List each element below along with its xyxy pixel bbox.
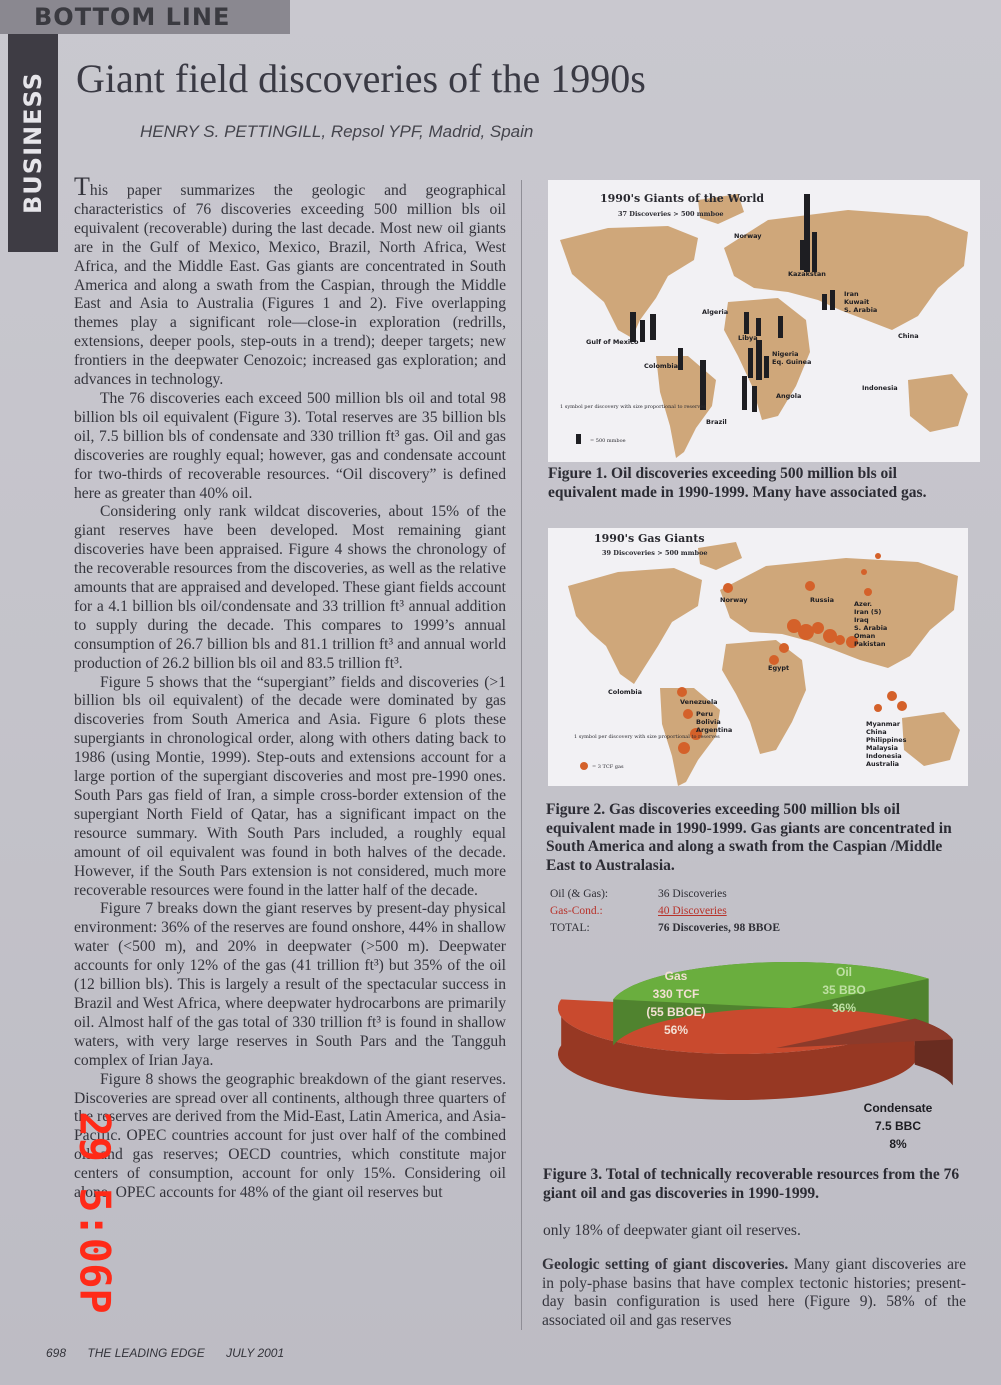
- country-label: Peru: [696, 710, 714, 718]
- pie-label-oil: 36%: [831, 1001, 857, 1015]
- pie-label-gas: (55 BBOE): [646, 1005, 706, 1019]
- gas-marker: [812, 622, 824, 634]
- figure1-map-title: 1990's Giants of the World: [600, 192, 765, 205]
- pie-label-gas: 56%: [663, 1023, 689, 1037]
- country-label: S. Arabia: [854, 624, 888, 632]
- country-label: Angola: [776, 392, 802, 400]
- gas-marker: [897, 701, 907, 711]
- country-label: Egypt: [768, 664, 790, 672]
- country-label: Pakistan: [854, 640, 886, 648]
- page-footer: [46, 1346, 284, 1360]
- country-label: Indonesia: [866, 752, 902, 760]
- gas-marker: [861, 569, 867, 575]
- figure3-legend: [550, 888, 780, 939]
- country-label: Australia: [866, 760, 900, 768]
- gas-marker: [835, 635, 845, 645]
- country-label: China: [866, 728, 887, 736]
- figure2-legend-scale: = 3 TCF gas: [592, 764, 624, 770]
- oil-bar: [742, 376, 747, 410]
- legend-row-oil: [550, 888, 780, 905]
- country-label: Colombia: [644, 362, 678, 370]
- country-label: Colombia: [608, 688, 642, 696]
- country-label: Brazil: [706, 418, 727, 426]
- gas-marker: [805, 581, 815, 591]
- figure2-map: [548, 528, 968, 786]
- gas-marker: [874, 704, 882, 712]
- gas-marker: [677, 687, 687, 697]
- country-label: S. Arabia: [844, 306, 878, 314]
- country-label: Philippines: [866, 736, 907, 744]
- oil-bar: [812, 232, 817, 272]
- country-label: Gulf of Mexico: [586, 338, 639, 346]
- byline: HENRY S. PETTINGILL, Repsol YPF, Madrid, Spain: [140, 122, 534, 141]
- body-text-column: [74, 172, 506, 1203]
- legend-row-gas: [550, 905, 780, 922]
- figure3-caption: Figure 3. Total of technically recoverable resources from the 76 giant oil and gas discoveries in 1990-1999.: [543, 1166, 960, 1202]
- oil-bar: [756, 340, 762, 380]
- oil-bar: [640, 320, 645, 342]
- country-label: Libya: [738, 334, 758, 342]
- pie-label-condensate: Condensate: [863, 1101, 933, 1115]
- oil-bar: [764, 356, 769, 378]
- body-paragraph: Figure 5 shows that the “supergiant” fields and discoveries (>1 billion bls oil equivalent) of the decade were dominated by gas discoveries from South America and Asia. Figure 6 plots these supergiants in chronological order, along with others dating back to 1986 (using Montie, 1999). Step-outs and extensions account for a large portion of the supergiant discoveries and most pre-1990 ones. South Pars gas field of Iran, a simple cross-border extension of the supergiant North Field of Qatar, has a significant impact on the resource summary. With South Pars included, a roughly equal amount of oil equivalent was found in both halves of the decade. However, if the South Pars extension is not considered, much more recoverable resources were found in the latter half of the decade.: [74, 673, 506, 899]
- country-label: Nigeria: [772, 350, 799, 358]
- legend-total-label: TOTAL:: [550, 922, 590, 934]
- oil-bar: [752, 386, 757, 412]
- legend-row-total: [550, 922, 780, 939]
- gas-marker: [887, 691, 897, 701]
- figure2-map-subtitle: 39 Discoveries > 500 mmboe: [602, 549, 708, 557]
- gas-marker: [823, 629, 837, 643]
- country-label: Eq. Guinea: [772, 358, 812, 366]
- oil-bar: [804, 194, 810, 272]
- country-label: Argentina: [696, 726, 733, 734]
- pie-label-condensate: 8%: [889, 1137, 907, 1151]
- body-paragraph: [74, 172, 506, 390]
- country-label: Russia: [810, 596, 834, 604]
- oil-bar: [822, 294, 827, 310]
- country-label: Oman: [854, 632, 876, 640]
- figure1-map: [548, 180, 980, 462]
- gas-marker: [875, 553, 881, 559]
- country-label: Bolivia: [696, 718, 721, 726]
- country-label: China: [898, 332, 919, 340]
- figure2-map-title: 1990's Gas Giants: [594, 532, 705, 545]
- figure1-legend-note: 1 symbol per discovery with size proportional to reserves: [560, 404, 706, 410]
- country-label: Indonesia: [862, 384, 898, 392]
- legend-oil-value: 36 Discoveries: [658, 888, 727, 900]
- oil-bar: [650, 314, 656, 340]
- right-column-text-1: only 18% of deepwater giant oil reserves.: [543, 1222, 801, 1239]
- gas-marker: [723, 583, 733, 593]
- country-label: Kazakstan: [788, 270, 826, 278]
- country-label: Iran: [844, 290, 859, 298]
- pie-label-oil: 35 BBO: [822, 983, 866, 997]
- country-label: Azer.: [854, 600, 872, 608]
- subhead: Geologic setting of giant discoveries.: [542, 1256, 789, 1273]
- country-label: Iraq: [854, 616, 869, 624]
- gas-marker: [779, 643, 789, 653]
- timestamp-overlay: 29 5:06P: [70, 1111, 120, 1314]
- journal-name: THE LEADING EDGE: [87, 1346, 205, 1360]
- issue-date: JULY 2001: [226, 1346, 285, 1360]
- gas-marker: [678, 742, 690, 754]
- body-paragraph: Considering only rank wildcat discoveries, about 15% of the giant reserves have been developed. Most remaining giant discoveries have been appraised. Figure 4 shows the chronology of the recoverable resources from the discoveries, as well as the relative amounts that are appraised and developed. These giant fields account for a 4.1 billion bls oil/condensate and 33 trillion ft³ annual addition to supply during the decade. This compares to 1999’s annual consumption of 26.7 billion bls and 81.1 trillion ft³ and annual world production of 26.2 billion bls oil and 83.5 trillion ft³.: [74, 503, 506, 672]
- subhead-body: Many giant discoveries are in poly-phase basins that have complex tectonic histories; present-day basin configuration is used here (Figure 9). 58% of the associated oil and gas reserves: [542, 1256, 966, 1329]
- figure1-caption: Figure 1. Oil discoveries exceeding 500 million bls oil equivalent made in 1990-1999. Many have associated gas.: [548, 465, 927, 501]
- pie-label-condensate: 7.5 BBC: [874, 1119, 922, 1133]
- oil-bar: [744, 312, 749, 334]
- body-paragraph: The 76 discoveries each exceed 500 million bls oil and total 98 billion bls oil equivalent (Figure 3). Total reserves are 35 billion bls oil, 7.5 billion bls of condensate and 330 trillion ft³ gas. Oil and gas discoveries are roughly equal; however, gas and condensate account for two-thirds of recoverable resources. “Oil discovery” is defined here as greater than 40% oil.: [74, 389, 506, 502]
- figure1-map-subtitle: 37 Discoveries > 500 mmboe: [618, 210, 724, 218]
- body-paragraph: Figure 8 shows the geographic breakdown of the giant reserves. Discoveries are spread over all continents, although three quarters of the reserves are derived from the Mid-East, Latin America, and Asia-Pacific. OPEC countries account for just over half of the combined oil and gas reserves; OECD countries, which constitute major centers of consumption, account for only 15%. Considering oil alone, OPEC accounts for 48% of the giant oil reserves but: [74, 1070, 506, 1202]
- country-label: Malaysia: [866, 744, 898, 752]
- legend-oil-label: Oil (& Gas):: [550, 888, 609, 900]
- country-label: Norway: [734, 232, 762, 240]
- country-label: Algeria: [702, 308, 729, 316]
- legend-gas-value: 40 Discoveries: [658, 905, 727, 917]
- article-title: Giant field discoveries of the 1990s: [76, 56, 646, 101]
- figure2-caption: Figure 2. Gas discoveries exceeding 500 million bls oil equivalent made in 1990-1999. Gas giants are concentrated in South America and along a swath from the Caspian /Middle East to Australasia.: [546, 801, 952, 874]
- gas-marker: [864, 588, 872, 596]
- oil-bar: [700, 360, 706, 410]
- oil-bar: [778, 316, 783, 338]
- country-label: Norway: [720, 596, 748, 604]
- figure2-legend-note: 1 symbol per discovery with size proportional to reserves: [574, 734, 720, 740]
- side-tab-label: BUSINESS: [19, 72, 47, 214]
- legend-total-value: 76 Discoveries, 98 BBOE: [658, 922, 781, 934]
- oil-bar: [748, 348, 753, 378]
- pie-label-gas: Gas: [664, 969, 688, 983]
- side-tab: [8, 34, 58, 252]
- body-paragraph: Figure 7 breaks down the giant reserves by present-day physical environment: 36% of the reserves are found onshore, 44% in shallow water (<500 m), and 20% in deepwater (>500 m). Deepwater accounts for only 12% of the gas (41 trillion ft³) but 35% of the oil (12 billion bls). This is largely a result of the spectacular success in Brazil and West Africa, where deepwater hydrocarbons are primarily oil. Almost half of the gas total of 330 trillion ft³ is found in shallow waters, with very large reserves in South Pars and the Tangguh complex of Irian Jaya.: [74, 900, 506, 1069]
- pie-slice-gas: [558, 999, 918, 1100]
- legend-gas-label: Gas-Cond.:: [550, 905, 603, 917]
- oil-bar: [678, 348, 683, 370]
- country-label: Kuwait: [844, 298, 870, 306]
- pie-label-gas: 330 TCF: [652, 987, 700, 1001]
- figure1-legend-scale: = 500 mmboe: [590, 438, 626, 444]
- country-label: Myanmar: [866, 720, 901, 728]
- page-number: 698: [46, 1346, 67, 1360]
- legend-bar: [576, 434, 581, 444]
- oil-bar: [830, 290, 835, 310]
- section-header: BOTTOM LINE: [0, 0, 290, 34]
- right-column-text-2: [542, 1256, 966, 1330]
- country-label: Venezuela: [680, 698, 718, 706]
- country-label: Iran (5): [854, 608, 882, 616]
- column-divider: [521, 180, 522, 1330]
- dropcap: T: [74, 172, 90, 201]
- gas-marker: [683, 709, 693, 719]
- pie-label-oil: Oil: [835, 965, 853, 979]
- oil-bar: [800, 240, 804, 270]
- legend-marker: [580, 762, 588, 770]
- gas-marker: [798, 624, 814, 640]
- body-paragraph-text: his paper summarizes the geologic and geographical characteristics of 76 discoveries exceeding 500 million bls oil equivalent (recoverable) during the last decade. Most new oil giants are in the Gulf of Mexico, Mexico, Brazil, North Africa, West Africa, and the Middle East. Gas giants are concentrated in South America and along a swath from the Caspian, through the Middle East and Asia to Australia (Figures 1 and 2). Five overlapping themes play a significant role—close-in exploration (redrills, extensions, deeper pools, step-outs in a trend); deeper targets; new frontiers in the deepwater Cenozoic; increased gas exploration; and advances in technology.: [74, 182, 506, 389]
- figure3-pie-chart: [548, 950, 968, 1160]
